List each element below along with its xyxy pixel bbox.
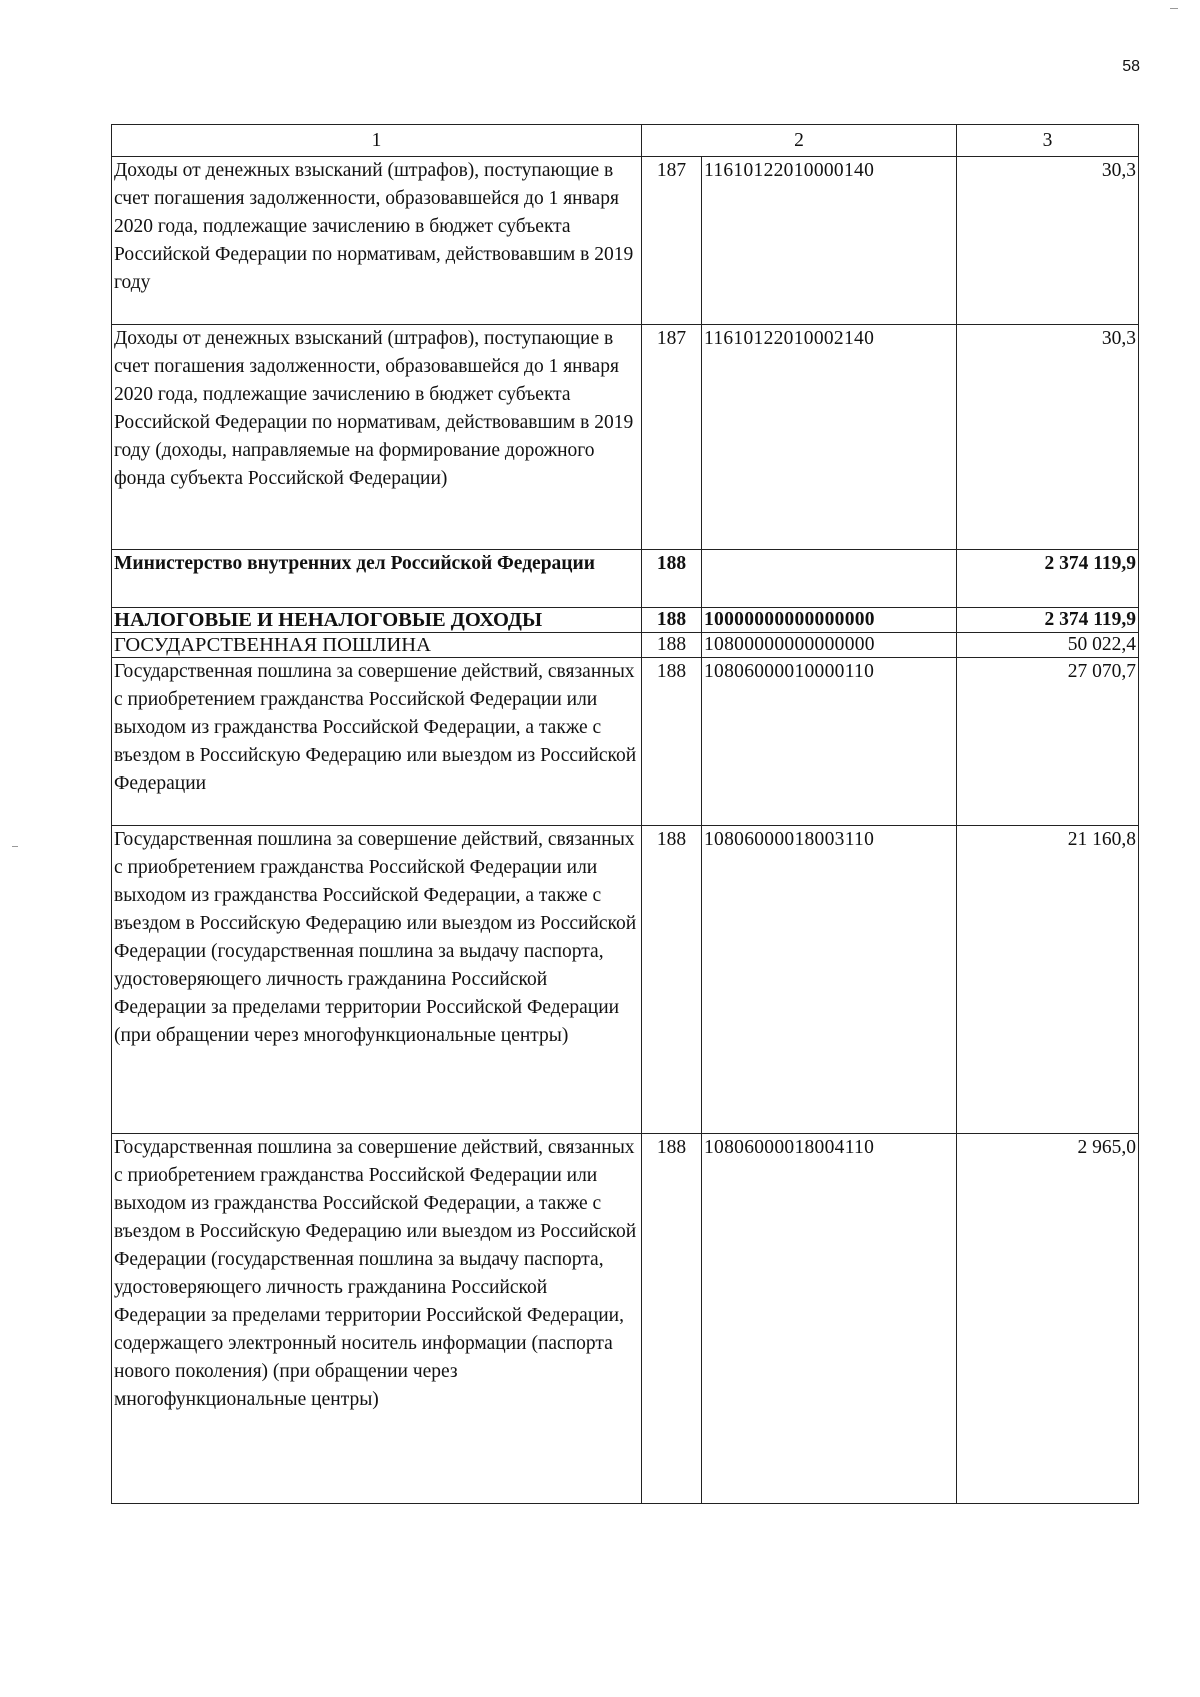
row-admin-code: 187 xyxy=(642,157,702,325)
table-row xyxy=(112,658,1139,826)
row-budget-code: 11610122010000140 xyxy=(702,157,957,325)
row-amount: 27 070,7 xyxy=(957,658,1139,826)
row-name: Государственная пошлина за совершение действий, связанных с приобретением гражданства Российской Федерации или выходом из гражданства Российской Федерации, а также с въездом в Российскую Федерацию или выездом из Российской Федерации (государственная пошлина за выдачу паспорта, удостоверяющего личность гражданина Российской Федерации за пределами территории Российской Федерации (при обращении через многофункциональные центры) xyxy=(112,826,642,1134)
table-header-row xyxy=(112,125,1139,157)
row-amount: 2 374 119,9 xyxy=(957,608,1139,633)
row-admin-code: 188 xyxy=(642,826,702,1134)
table-row xyxy=(112,157,1139,325)
row-amount: 30,3 xyxy=(957,157,1139,325)
row-name: НАЛОГОВЫЕ И НЕНАЛОГОВЫЕ ДОХОДЫ xyxy=(112,608,642,633)
table-row xyxy=(112,1134,1139,1504)
row-admin-code: 188 xyxy=(642,1134,702,1504)
row-name: Доходы от денежных взысканий (штрафов), поступающие в счет погашения задолженности, образовавшейся до 1 января 2020 года, подлежащие зачислению в бюджет субъекта Российской Федерации по нормативам, действовавшим в 2019 году (доходы, направляемые на формирование дорожного фонда субъекта Российской Федерации) xyxy=(112,325,642,550)
row-admin-code: 187 xyxy=(642,325,702,550)
column-number-3: 3 xyxy=(957,125,1139,157)
revenue-table xyxy=(111,124,1139,1504)
row-amount: 2 965,0 xyxy=(957,1134,1139,1504)
table-row xyxy=(112,608,1139,633)
row-amount: 2 374 119,9 xyxy=(957,550,1139,608)
scan-speck xyxy=(12,846,18,847)
table-row xyxy=(112,826,1139,1134)
row-admin-code: 188 xyxy=(642,550,702,608)
row-budget-code: 10806000018003110 xyxy=(702,826,957,1134)
row-budget-code: 10000000000000000 xyxy=(702,608,957,633)
row-amount: 50 022,4 xyxy=(957,633,1139,658)
row-name: Доходы от денежных взысканий (штрафов), поступающие в счет погашения задолженности, образовавшейся до 1 января 2020 года, подлежащие зачислению в бюджет субъекта Российской Федерации по нормативам, действовавшим в 2019 году xyxy=(112,157,642,325)
row-amount: 21 160,8 xyxy=(957,826,1139,1134)
scan-speck xyxy=(1170,8,1178,9)
table-row xyxy=(112,550,1139,608)
column-number-2: 2 xyxy=(642,125,957,157)
row-amount: 30,3 xyxy=(957,325,1139,550)
row-budget-code: 10806000018004110 xyxy=(702,1134,957,1504)
row-admin-code: 188 xyxy=(642,608,702,633)
row-name: ГОСУДАРСТВЕННАЯ ПОШЛИНА xyxy=(112,633,642,658)
table-row xyxy=(112,633,1139,658)
row-budget-code: 10806000010000110 xyxy=(702,658,957,826)
row-budget-code: 10800000000000000 xyxy=(702,633,957,658)
row-name: Министерство внутренних дел Российской Федерации xyxy=(112,550,642,608)
column-number-1: 1 xyxy=(112,125,642,157)
row-budget-code: 11610122010002140 xyxy=(702,325,957,550)
table-row xyxy=(112,325,1139,550)
row-name: Государственная пошлина за совершение действий, связанных с приобретением гражданства Российской Федерации или выходом из гражданства Российской Федерации, а также с въездом в Российскую Федерацию или выездом из Российской Федерации xyxy=(112,658,642,826)
page-number: 58 xyxy=(1122,58,1140,75)
row-admin-code: 188 xyxy=(642,633,702,658)
row-budget-code xyxy=(702,550,957,608)
row-name: Государственная пошлина за совершение действий, связанных с приобретением гражданства Российской Федерации или выходом из гражданства Российской Федерации, а также с въездом в Российскую Федерацию или выездом из Российской Федерации (государственная пошлина за выдачу паспорта, удостоверяющего личность гражданина Российской Федерации за пределами территории Российской Федерации, содержащего электронный носитель информации (паспорта нового поколения) (при обращении через многофункциональные центры) xyxy=(112,1134,642,1504)
row-admin-code: 188 xyxy=(642,658,702,826)
